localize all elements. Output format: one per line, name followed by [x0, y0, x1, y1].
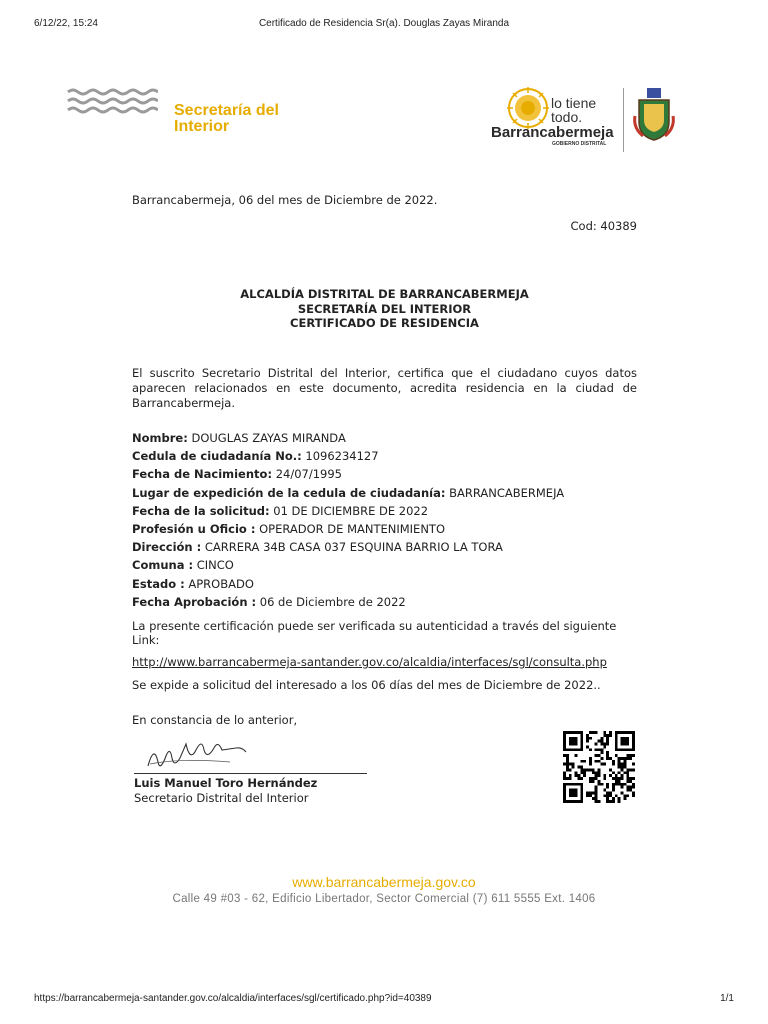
document-heading: [132, 287, 637, 331]
intro-paragraph: El suscrito Secretario Distrital del Interior, certifica que el ciudadano cuyos datos aparecen relacionados en este documento, acredita residencia en la ciudad de Barrancabermeja.: [132, 366, 637, 410]
field-value: DOUGLAS ZAYAS MIRANDA: [191, 431, 346, 445]
field-value: 24/07/1995: [275, 467, 342, 482]
field-row: [132, 520, 564, 538]
field-label: Nombre:: [132, 431, 188, 445]
print-title: Certificado de Residencia Sr(a). Douglas Zayas Miranda: [258, 18, 510, 29]
field-row: [132, 429, 564, 447]
field-row: [132, 502, 564, 520]
field-value: OPERADOR DE MANTENIMIENTO: [259, 522, 446, 537]
footer-address: Calle 49 #03 - 62, Edificio Libertador, Sector Comercial (7) 611 5555 Ext. 1406: [172, 893, 596, 905]
secretaria-logo-text: Secretaría del Interior: [174, 102, 279, 135]
signer-title: Secretario Distrital del Interior: [134, 791, 309, 805]
logo-divider: [623, 88, 624, 152]
field-row: [132, 556, 564, 574]
field-label: Fecha Aprobación :: [132, 594, 257, 609]
field-row: [132, 575, 564, 593]
signer-name: Luis Manuel Toro Hernández: [134, 776, 318, 790]
certificate-fields: [132, 429, 564, 611]
footer-website: www.barrancabermeja.gov.co: [292, 874, 476, 890]
field-value: CARRERA 34B CASA 037 ESQUINA BARRIO LA TORA: [204, 540, 503, 555]
heading-certificado: CERTIFICADO DE RESIDENCIA: [290, 316, 479, 330]
gobierno-badge: GOBIERNO DISTRITAL: [552, 141, 607, 147]
place-date: Barrancabermeja, 06 del mes de Diciembre de 2022.: [132, 193, 438, 207]
field-value: APROBADO: [188, 576, 254, 591]
field-value: 01 DE DICIEMBRE DE 2022: [273, 503, 429, 518]
coat-of-arms-icon: [633, 86, 675, 142]
field-value: 06 de Diciembre de 2022: [259, 594, 406, 609]
city-logo-text: Barrancabermeja: [491, 124, 614, 141]
field-row: [132, 484, 564, 502]
heading-alcaldia: ALCALDÍA DISTRITAL DE BARRANCABERMEJA: [240, 287, 529, 301]
signature-image: [140, 736, 270, 776]
field-value: 1096234127: [305, 449, 379, 464]
field-label: Fecha de la solicitud:: [132, 503, 270, 518]
waves-logo-icon: [66, 86, 158, 116]
closing-text: En constancia de lo anterior,: [132, 713, 298, 727]
certificate-code: Cod: 40389: [570, 219, 637, 233]
field-row: [132, 538, 564, 556]
qr-code-icon: [563, 731, 635, 803]
print-page-number: 1/1: [720, 993, 734, 1004]
print-datetime: 6/12/22, 15:24: [34, 18, 98, 29]
print-url: https://barrancabermeja-santander.gov.co/alcaldia/interfaces/sgl/certificado.php?id=40389: [34, 993, 432, 1004]
field-label: Cedula de ciudadanía No.:: [132, 449, 302, 464]
field-label: Lugar de expedición de la cedula de ciudadanía:: [132, 485, 446, 500]
field-label: Estado :: [132, 576, 185, 591]
verify-link[interactable]: http://www.barrancabermeja-santander.gov.co/alcaldia/interfaces/sgl/consulta.php: [132, 655, 607, 669]
field-label: Dirección :: [132, 540, 202, 555]
field-value: BARRANCABERMEJA: [449, 485, 565, 500]
field-row: [132, 593, 564, 611]
signature-line: [134, 773, 367, 774]
field-label: Comuna :: [132, 558, 194, 573]
verify-text: La presente certificación puede ser verificada su autenticidad a través del siguiente Link:: [132, 619, 617, 647]
field-label: Fecha de Nacimiento:: [132, 467, 273, 482]
field-row: [132, 447, 564, 465]
issued-statement: Se expide a solicitud del interesado a los 06 días del mes de Diciembre de 2022..: [132, 678, 601, 692]
field-value: CINCO: [196, 558, 234, 573]
heading-secretaria: SECRETARÍA DEL INTERIOR: [297, 301, 472, 316]
field-label: Profesión u Oficio :: [132, 522, 256, 537]
tagline: lo tiene todo.: [551, 95, 597, 125]
field-row: [132, 465, 564, 483]
